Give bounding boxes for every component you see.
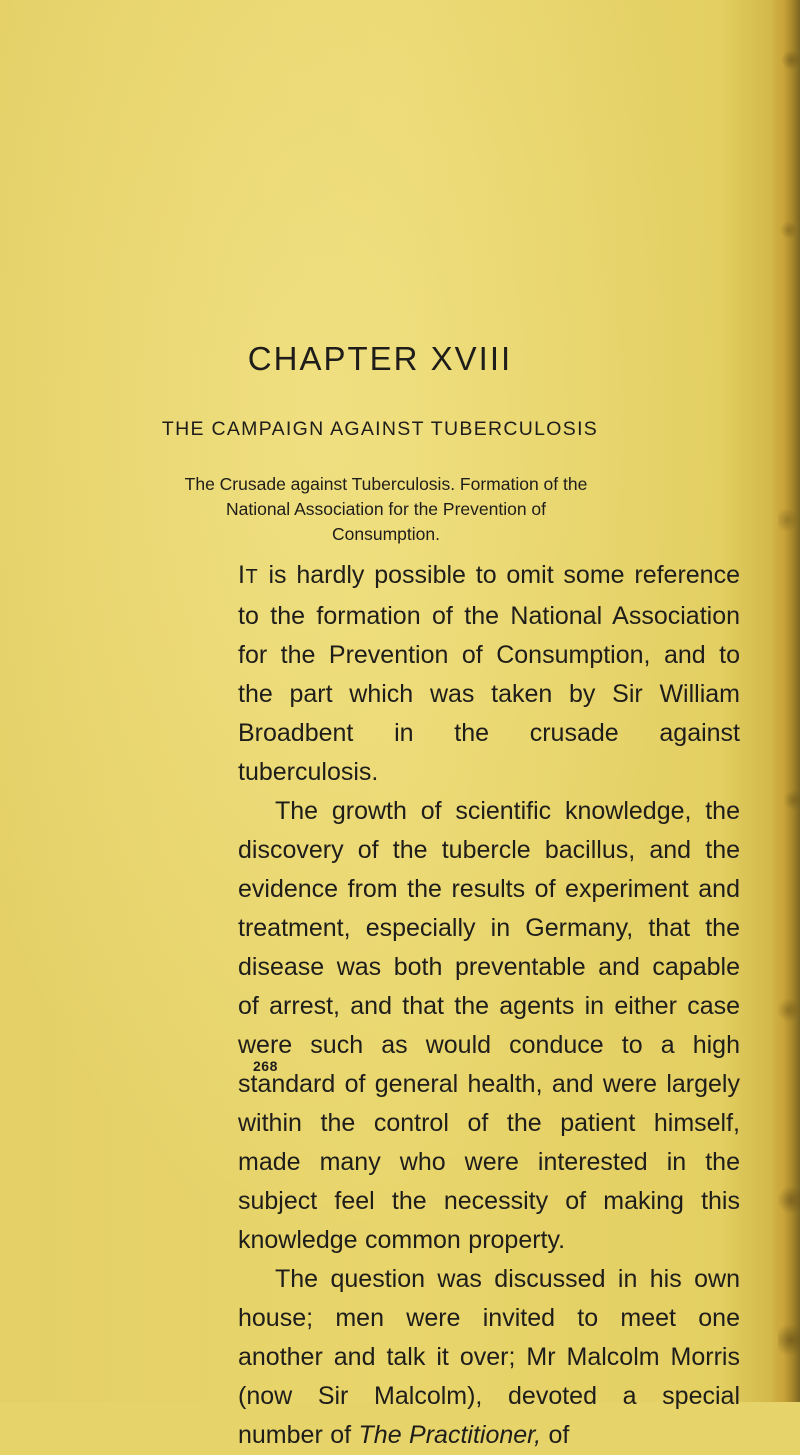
paragraph-3-text-before: The question was discussed in his own house; men were invited to meet one another and talk it over; Mr Malcolm Morris (now Sir Malcolm), devoted a special number of <box>238 1265 740 1449</box>
body-text <box>238 556 740 1455</box>
journal-title: The Practitioner, <box>358 1421 542 1449</box>
page-number: 268 <box>253 1058 278 1074</box>
opening-word <box>238 561 259 589</box>
chapter-summary: The Crusade against Tuberculosis. Formation of the National Association for the Prevention of Consumption. <box>184 474 588 544</box>
paragraph-1-text: is hardly possible to omit some reference to the formation of the National Association for the Prevention of Consumption, and to the part which was taken by Sir William Broadbent in the crusade against tuberculosis. <box>238 561 740 786</box>
opening-initial: I <box>238 561 246 589</box>
page-edge-foxing <box>778 0 800 1402</box>
chapter-heading: CHAPTER XVIII <box>247 340 513 377</box>
chapter-title: THE CAMPAIGN AGAINST TUBERCULOSIS <box>161 418 599 440</box>
paragraph-1 <box>238 556 740 792</box>
paragraph-2: The growth of scientific knowledge, the discovery of the tubercle bacillus, and the evidence from the results of experiment and treatment, especially in Germany, that the disease was both preventable and capable of arrest, and that the agents in either case were such as would conduce to a high standard of general health, and were largely within the control of the patient himself, made many who were interested in the subject feel the necessity of making this knowledge common property. <box>238 797 740 1254</box>
paragraph-3 <box>238 1260 740 1455</box>
paragraph-3-text-after: of <box>541 1421 570 1449</box>
opening-smallcaps: T <box>245 566 259 588</box>
